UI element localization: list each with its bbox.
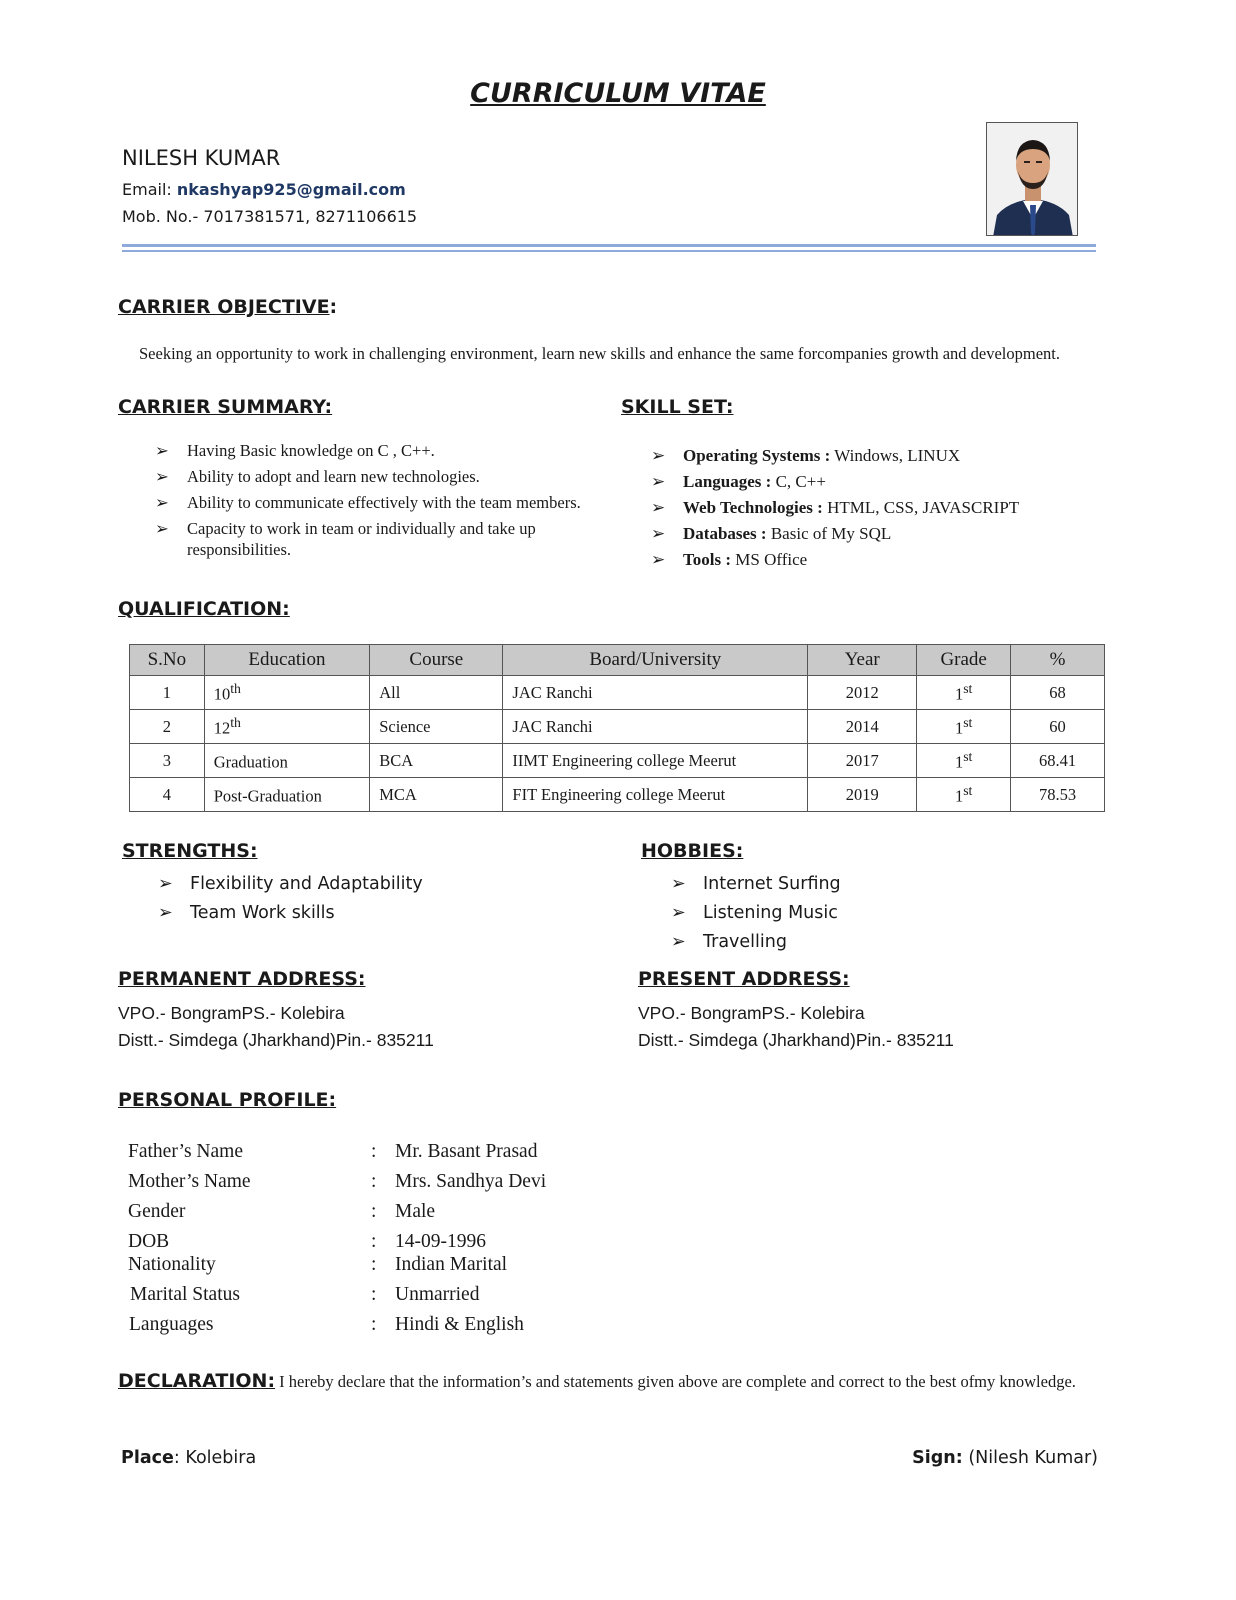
table-row: [130, 778, 1105, 812]
summary-heading: CARRIER SUMMARY:: [118, 396, 333, 418]
column-header: S.No: [130, 645, 205, 676]
address-line-1: VPO.- BongramPS.- Kolebira: [638, 1003, 865, 1023]
declaration: [118, 1370, 1098, 1393]
list-item: ➢ Having Basic knowledge on C , C++.: [155, 441, 435, 460]
cell-board: JAC Ranchi: [503, 676, 808, 710]
arrow-bullet-icon: ➢: [671, 903, 686, 923]
table-row: [130, 710, 1105, 744]
arrow-bullet-icon: ➢: [671, 932, 686, 952]
profile-label: Nationality: [128, 1254, 216, 1275]
arrow-bullet-icon: ➢: [158, 874, 173, 894]
profile-value: Mr. Basant Prasad: [395, 1141, 538, 1162]
profile-separator: :: [371, 1284, 377, 1305]
place-line: [121, 1448, 256, 1468]
profile-separator: :: [371, 1141, 377, 1162]
personal-profile-heading: PERSONAL PROFILE:: [118, 1089, 337, 1111]
header-rule-thin: [122, 250, 1096, 252]
cell-education: Post-Graduation: [204, 778, 370, 812]
profile-label: DOB: [128, 1231, 170, 1252]
profile-value: Unmarried: [395, 1284, 480, 1305]
cell-percent: 68: [1011, 676, 1105, 710]
profile-separator: :: [371, 1201, 377, 1222]
arrow-bullet-icon: ➢: [651, 524, 666, 543]
cell-grade: 1st: [917, 710, 1011, 744]
objective-heading: CARRIER OBJECTIVE:: [118, 296, 338, 318]
table-header-row: [130, 645, 1105, 676]
cell-year: 2014: [808, 710, 917, 744]
strengths-list: [158, 870, 423, 928]
qualification-heading: QUALIFICATION:: [118, 598, 290, 620]
list-item: ➢ Operating Systems : Windows, LINUX: [651, 443, 1091, 469]
cell-sno: 3: [130, 744, 205, 778]
list-item: ➢ Web Technologies : HTML, CSS, JAVASCRIPT: [651, 495, 1091, 521]
declaration-text: I hereby declare that the information’s and statements given above are complete and correct to the best ofmy knowledge.: [275, 1372, 1076, 1391]
list-item: ➢ Flexibility and Adaptability: [158, 870, 423, 899]
list-item: ➢ Travelling: [671, 928, 841, 957]
place-label: Place: [121, 1448, 174, 1468]
profile-separator: :: [371, 1314, 377, 1335]
skills-heading: SKILL SET:: [621, 396, 734, 418]
list-item: ➢ Team Work skills: [158, 899, 423, 928]
column-header: Year: [808, 645, 917, 676]
cell-grade: 1st: [917, 778, 1011, 812]
cell-percent: 78.53: [1011, 778, 1105, 812]
column-header: Grade: [917, 645, 1011, 676]
column-header: Board/University: [503, 645, 808, 676]
list-item: ➢ Ability to communicate effectively with the team members.: [155, 493, 581, 512]
cell-sno: 4: [130, 778, 205, 812]
email-line: [122, 180, 406, 199]
cell-percent: 68.41: [1011, 744, 1105, 778]
profile-value: Indian Marital: [395, 1254, 508, 1275]
skills-list: [651, 443, 1091, 573]
profile-photo: [986, 122, 1078, 236]
cell-education: 10th: [204, 676, 370, 710]
cell-board: JAC Ranchi: [503, 710, 808, 744]
list-item: ➢ Listening Music: [671, 899, 841, 928]
table-row: [130, 744, 1105, 778]
arrow-bullet-icon: ➢: [155, 519, 169, 538]
profile-separator: :: [371, 1231, 377, 1252]
cell-year: 2012: [808, 676, 917, 710]
arrow-bullet-icon: ➢: [651, 446, 666, 465]
cell-grade: 1st: [917, 744, 1011, 778]
profile-separator: :: [371, 1254, 377, 1275]
cell-board: FIT Engineering college Meerut: [503, 778, 808, 812]
hobbies-heading: HOBBIES:: [641, 840, 744, 862]
mobile-number: Mob. No.- 7017381571, 8271106615: [122, 207, 418, 226]
cell-course: All: [370, 676, 503, 710]
profile-value: Male: [395, 1201, 436, 1222]
arrow-bullet-icon: ➢: [651, 472, 666, 491]
cell-course: Science: [370, 710, 503, 744]
profile-separator: :: [371, 1171, 377, 1192]
cell-sno: 1: [130, 676, 205, 710]
profile-value: 14-09-1996: [395, 1231, 486, 1252]
arrow-bullet-icon: ➢: [671, 874, 686, 894]
cell-year: 2017: [808, 744, 917, 778]
place-value: : Kolebira: [173, 1448, 257, 1468]
address-line-1: VPO.- BongramPS.- Kolebira: [118, 1003, 345, 1023]
arrow-bullet-icon: ➢: [155, 441, 169, 460]
column-header: %: [1011, 645, 1105, 676]
list-item: ➢ Capacity to work in team or individually and take up responsibilities.: [155, 519, 536, 559]
profile-label: Gender: [128, 1201, 186, 1222]
summary-list: [155, 440, 605, 565]
document-title: CURRICULUM VITAE: [470, 78, 766, 109]
sign-label: Sign:: [912, 1448, 963, 1468]
qualification-table: [129, 644, 1105, 812]
declaration-heading: DECLARATION:: [118, 1370, 276, 1392]
present-address: [638, 1000, 954, 1054]
cell-grade: 1st: [917, 676, 1011, 710]
header-rule-thick: [122, 244, 1096, 247]
arrow-bullet-icon: ➢: [155, 493, 169, 512]
arrow-bullet-icon: ➢: [651, 550, 666, 569]
list-item: ➢ Internet Surfing: [671, 870, 841, 899]
cell-percent: 60: [1011, 710, 1105, 744]
profile-label: Languages: [129, 1314, 214, 1335]
profile-value: Hindi & English: [395, 1314, 524, 1335]
address-line-2: Distt.- Simdega (Jharkhand)Pin.- 835211: [638, 1030, 954, 1050]
column-header: Education: [204, 645, 370, 676]
list-item: ➢ Ability to adopt and learn new technologies.: [155, 467, 480, 486]
arrow-bullet-icon: ➢: [158, 903, 173, 923]
column-header: Course: [370, 645, 503, 676]
table-row: [130, 676, 1105, 710]
profile-label: Marital Status: [130, 1284, 240, 1305]
arrow-bullet-icon: ➢: [651, 498, 666, 517]
permanent-address-heading: PERMANENT ADDRESS:: [118, 968, 366, 990]
profile-label: Father’s Name: [128, 1141, 243, 1162]
sign-value: (Nilesh Kumar): [962, 1448, 1098, 1468]
profile-value: Mrs. Sandhya Devi: [395, 1171, 547, 1192]
cell-course: BCA: [370, 744, 503, 778]
strengths-heading: STRENGTHS:: [122, 840, 258, 862]
cell-year: 2019: [808, 778, 917, 812]
email-link[interactable]: nkashyap925@gmail.com: [176, 180, 406, 199]
cell-education: 12th: [204, 710, 370, 744]
cell-course: MCA: [370, 778, 503, 812]
objective-text: Seeking an opportunity to work in challenging environment, learn new skills and enhance the same forcompanies growth and development.: [139, 344, 1061, 363]
signature-line: [912, 1448, 1098, 1468]
present-address-heading: PRESENT ADDRESS:: [638, 968, 850, 990]
arrow-bullet-icon: ➢: [155, 467, 169, 486]
candidate-name: NILESH KUMAR: [122, 146, 281, 170]
list-item: ➢ Languages : C, C++: [651, 469, 1091, 495]
cell-board: IIMT Engineering college Meerut: [503, 744, 808, 778]
cell-sno: 2: [130, 710, 205, 744]
permanent-address: [118, 1000, 434, 1054]
email-label: Email:: [122, 180, 177, 199]
hobbies-list: [671, 870, 841, 957]
list-item: ➢ Tools : MS Office: [651, 547, 1091, 573]
profile-label: Mother’s Name: [128, 1171, 251, 1192]
cell-education: Graduation: [204, 744, 370, 778]
list-item: ➢ Databases : Basic of My SQL: [651, 521, 1091, 547]
address-line-2: Distt.- Simdega (Jharkhand)Pin.- 835211: [118, 1030, 434, 1050]
